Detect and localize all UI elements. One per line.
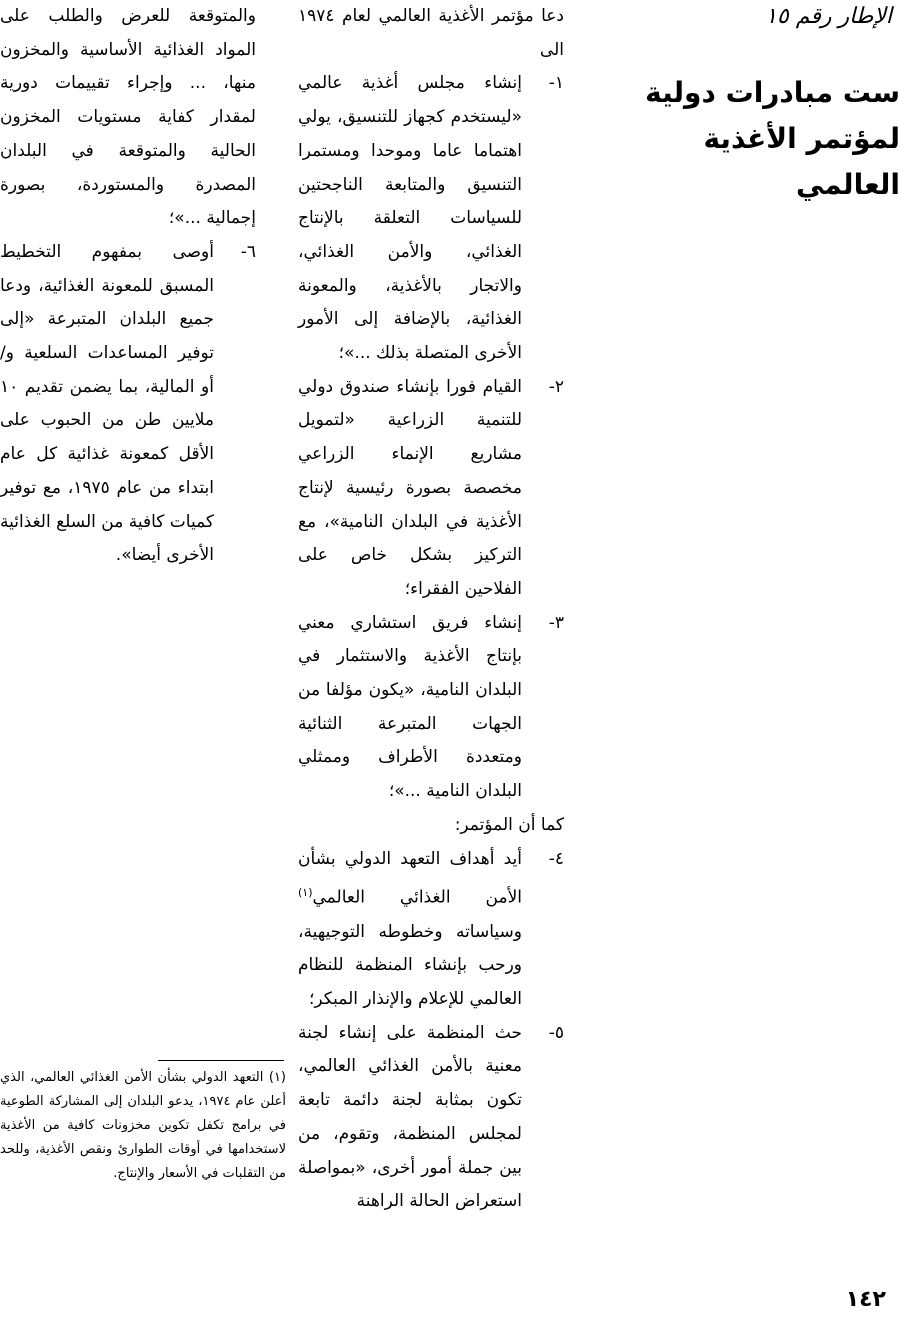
box-title: ست مبادرات دولية لمؤتمر الأغذية العالمي (645, 76, 900, 201)
item-text: إنشاء مجلس أغذية عالمي «ليستخدم كجهاز للتنسيق، يولي اهتماما عاما وموحدا ومستمرا التنسيق والمتابعة الناجحتين للسياسات التعلقة بالإنتاج الغذائي، والأمن الغذائي، والاتجار بالأغذية، والمعونة الغذائية، بالإضافة إلى الأمور الأخرى المتصلة بذلك ...»؛ (298, 73, 522, 364)
item-text: القيام فورا بإنشاء صندوق دولي للتنمية الزراعية «لتمويل مشاريع الإنماء الزراعي مخصصة بصورة رئيسية لإنتاج الأغذية في البلدان النامية»، مع التركيز بشكل خاص على الفلاحين الفقراء؛ (298, 376, 522, 599)
item-number: ٦- (240, 241, 256, 262)
item-text (298, 843, 522, 1017)
item-number: ٤- (548, 848, 564, 869)
item-number: ٥- (548, 1022, 564, 1043)
list-item-3 (298, 607, 564, 809)
item-text: أوصى بمفهوم التخطيط المسبق للمعونة الغذائية، ودعا جميع البلدان المتبرعة «إلى توفير المساعدات السلعية و/ أو المالية، بما يضمن تقديم ١٠ ملايين طن من الحبوب على الأقل كمعونة غذائية كل عام ابتداء من عام ١٩٧٥، مع توفير كميات كافية من السلع الغذائية الأخرى أيضا». (0, 241, 214, 566)
list-item-1 (298, 67, 564, 370)
list-item-6 (0, 236, 256, 573)
intro-paragraph: دعا مؤتمر الأغذية العالمي لعام ١٩٧٤ الى (298, 6, 564, 60)
continuation-paragraph: والمتوقعة للعرض والطلب على المواد الغذائية الأساسية والمخزون منها، ... وإجراء تقييمات دورية لمقدار كفاية مستويات المخزون الحالية والمتوقعة في البلدان المصدرة والمستوردة، بصورة إجمالية ...»؛ (0, 6, 256, 229)
item-number: ١- (548, 73, 564, 94)
item-text: إنشاء فريق استشاري معني بإنتاج الأغذية والاستثمار في البلدان النامية، «يكون مؤلفا من الجهات المتبرعة الثنائية ومتعددة الأطراف وممثلي البلدان النامية ...»؛ (298, 612, 522, 802)
item-number: ٢- (548, 376, 564, 397)
footnote: (١) التعهد الدولي بشأن الأمن الغذائي العالمي، الذي أعلن عام ١٩٧٤، يدعو البلدان إلى المشاركة الطوعية في برامج تكفل تكوين مخزونات كافية من الأغذية لاستخدامها في أوقات الطوارئ ونقص الأغذية، وللحد من التقلبات في الأسعار والإنتاج. (0, 1070, 286, 1181)
footnote-reference: (١) (298, 886, 313, 900)
list-item-2 (298, 371, 564, 607)
item-text-part: وسياساته وخطوطه التوجيهية، ورحب بإنشاء المنظمة للنظام العالمي للإعلام والإنذار المبكر؛ (298, 921, 522, 1010)
middle-column (298, 0, 564, 1219)
bridge-text: كما أن المؤتمر: (454, 814, 564, 835)
box-label: الإطار رقم ١٥ (765, 4, 892, 29)
item-text-part: أيد أهداف التعهد الدولي بشأن الأمن الغذائي العالمي (298, 848, 522, 908)
left-column (0, 0, 256, 573)
list-item-4 (298, 843, 564, 1017)
item-number: ٣- (548, 612, 564, 633)
footnote-separator (158, 1060, 284, 1061)
page-number: ١٤٢ (845, 1287, 886, 1312)
item-text: حث المنظمة على إنشاء لجنة معنية بالأمن الغذائي العالمي، تكون بمثابة لجنة دائمة تابعة لمجلس المنظمة، وتقوم، من بين جملة أمور أخرى، «بمواصلة استعراض الحالة الراهنة (298, 1022, 522, 1212)
list-item-5 (298, 1017, 564, 1219)
